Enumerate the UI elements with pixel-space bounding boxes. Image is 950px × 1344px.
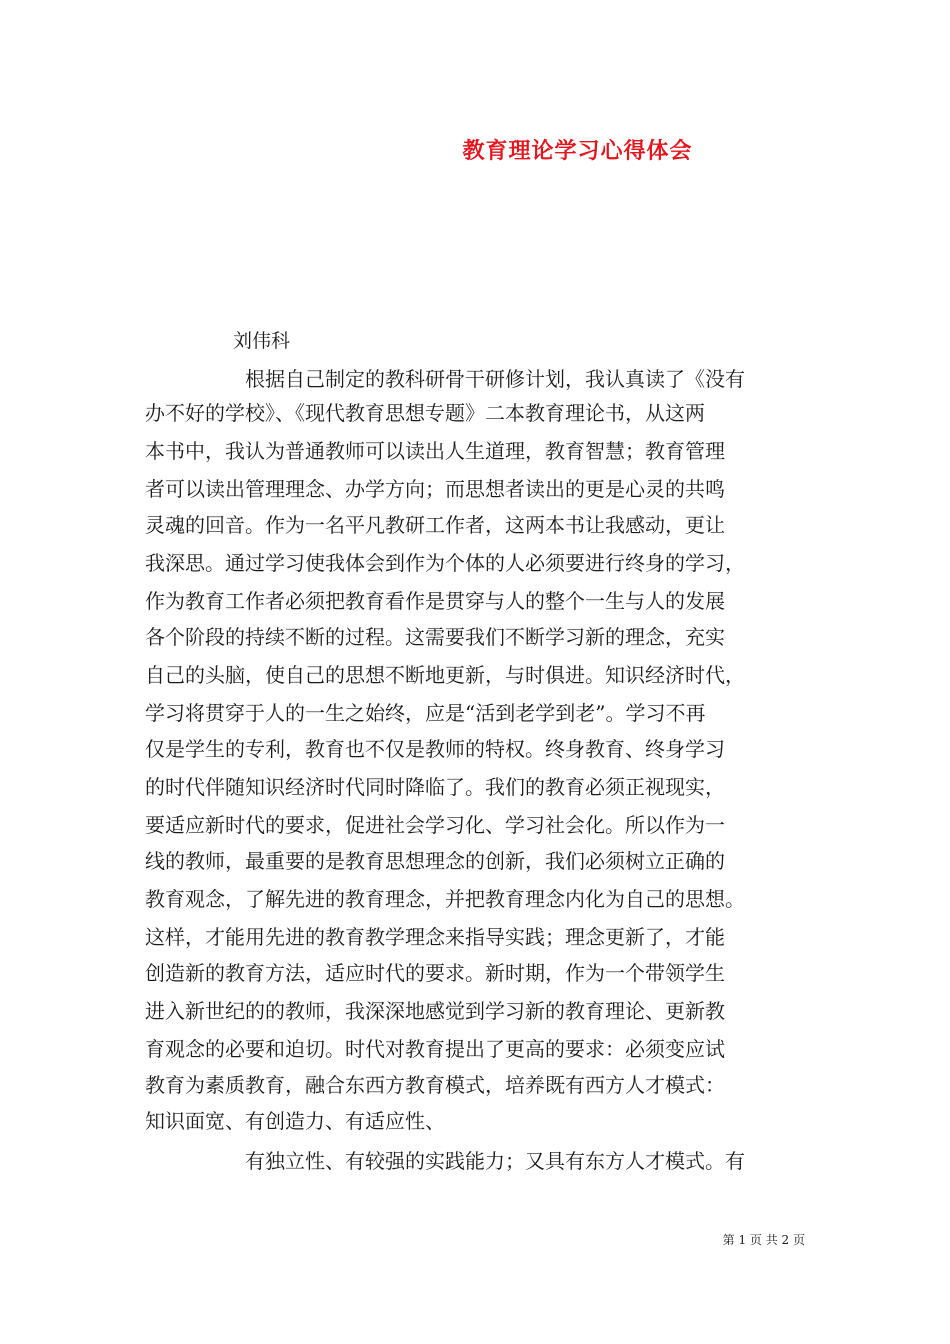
body-line: 作为教育工作者必须把教育看作是贯穿与人的整个一生与人的发展 [145,589,725,613]
body-line: 自己的头脑，使自己的思想不断地更新，与时俱进。知识经济时代， [145,663,745,687]
body-line: 有独立性、有较强的实践能力；又具有东方人才模式。有 [245,1149,745,1173]
body-line: 灵魂的回音。作为一名平凡教研工作者，这两本书让我感动，更让 [145,513,725,537]
page-footer: 第 1 页 共 2 页 [722,1233,805,1247]
body-line: 仅是学生的专利，教育也不仅是教师的特权。终身教育、终身学习 [145,737,725,761]
body-line: 育观念的必要和迫切。时代对教育提出了更高的要求：必须变应试 [145,1037,725,1061]
body-line: 线的教师，最重要的是教育思想理念的创新，我们必须树立正确的 [145,849,725,873]
body-line: 者可以读出管理理念、办学方向；而思想者读出的更是心灵的共鸣 [145,477,725,501]
body-line: 知识面宽、有创造力、有适应性、 [145,1109,445,1133]
body-line: 各个阶段的持续不断的过程。这需要我们不断学习新的理念，充实 [145,625,725,649]
body-line: 进入新世纪的的教师，我深深地感觉到学习新的教育理论、更新教 [145,999,725,1023]
body-line: 我深思。通过学习使我体会到作为个体的人必须要进行终身的学习， [145,551,745,575]
body-line: 要适应新时代的要求，促进社会学习化、学习社会化。所以作为一 [145,813,725,837]
body-line: 的时代伴随知识经济时代同时降临了。我们的教育必须正视现实， [145,775,725,799]
document-title: 教育理论学习心得体会 [462,138,693,164]
author-name: 刘伟科 [233,330,291,352]
body-line: 创造新的教育方法，适应时代的要求。新时期，作为一个带领学生 [145,961,725,985]
body-line: 办不好的学校》、《现代教育思想专题》二本教育理论书，从这两 [145,401,705,425]
body-line: 本书中，我认为普通教师可以读出人生道理，教育智慧；教育管理 [145,439,725,463]
body-line: 学习将贯穿于人的一生之始终，应是“活到老学到老”。学习不再 [145,701,706,725]
body-line: 这样，才能用先进的教育教学理念来指导实践；理念更新了，才能 [145,925,725,949]
body-line: 教育观念，了解先进的教育理念，并把教育理念内化为自己的思想。 [145,887,745,911]
body-line: 教育为素质教育，融合东西方教育模式，培养既有西方人才模式： [145,1073,725,1097]
body-line: 根据自己制定的教科研骨干研修计划，我认真读了《没有 [245,367,745,391]
